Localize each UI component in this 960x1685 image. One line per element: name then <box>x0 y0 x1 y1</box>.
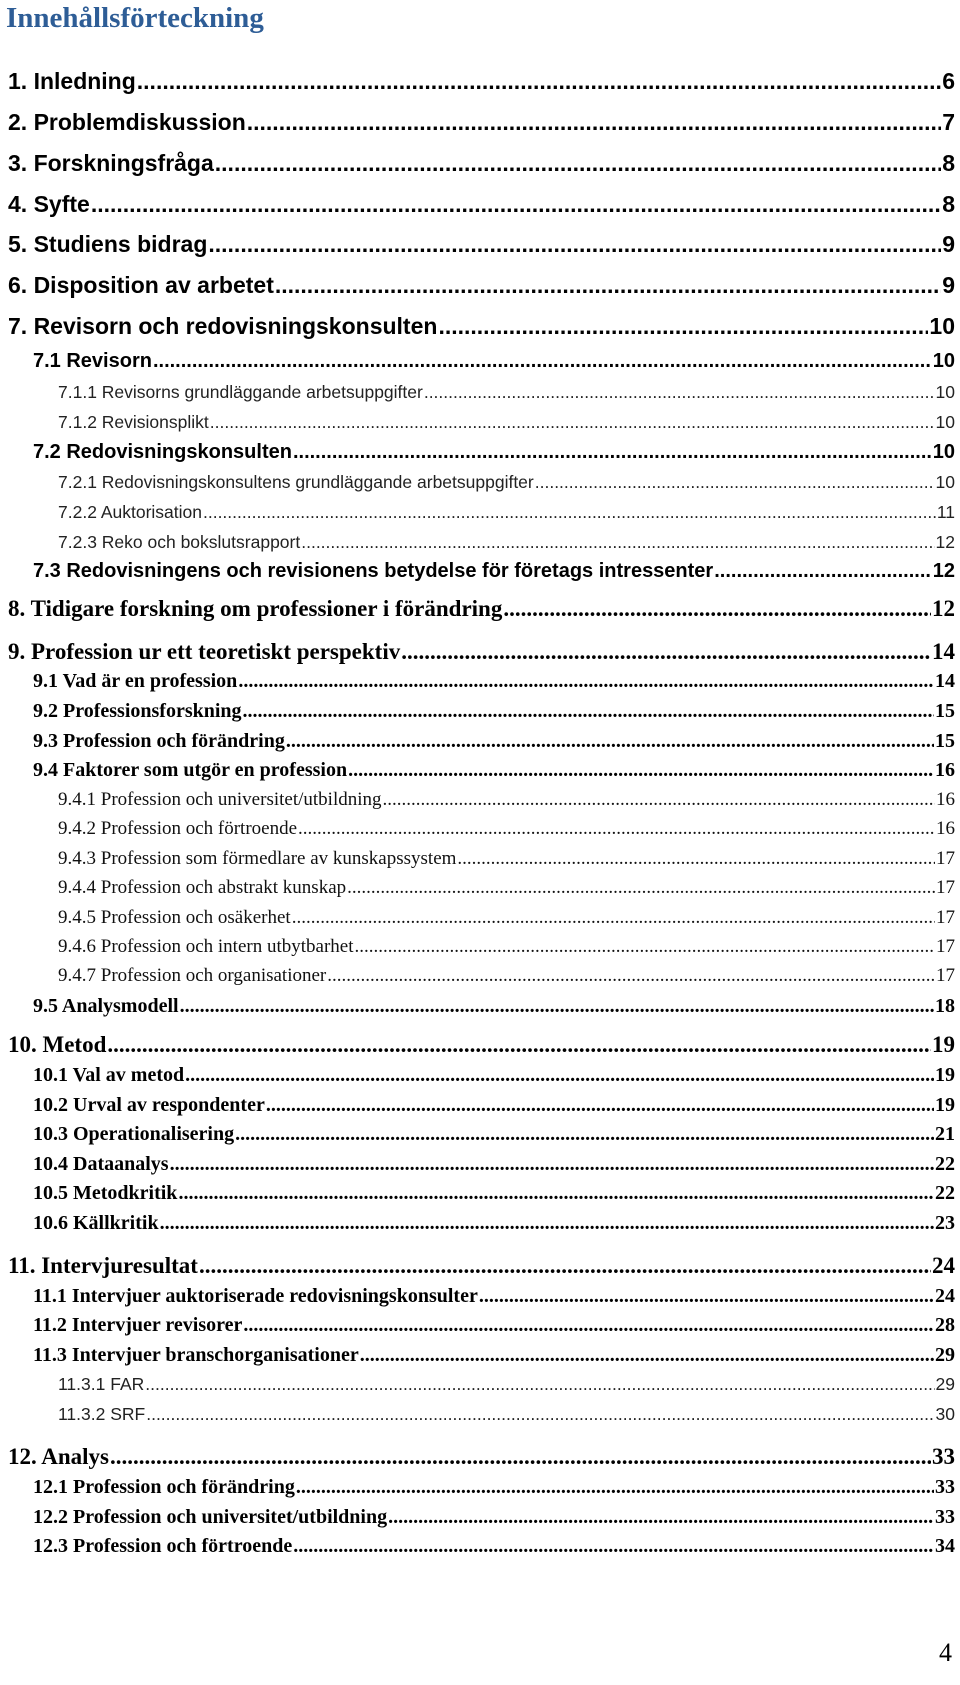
page-number: 4 <box>939 1638 952 1667</box>
toc-entry[interactable]: 6. Disposition av arbetet ..... 9 <box>8 272 955 299</box>
toc-entry[interactable]: 10. Metod ..... 19 <box>8 1032 955 1058</box>
toc-entry[interactable]: 11.3 Intervjuer branschorganisationer ..... 29 <box>33 1344 955 1367</box>
toc-entry[interactable]: 7.3 Redovisningens och revisionens betydelse för företags intressenter ..... 12 <box>33 560 955 583</box>
toc-entry[interactable]: 9. Profession ur ett teoretiskt perspektiv ..... 14 <box>8 639 955 665</box>
toc-entry[interactable]: 10.4 Dataanalys ..... 22 <box>33 1153 955 1176</box>
toc-entry[interactable]: 10.3 Operationalisering ..... 21 <box>33 1123 955 1146</box>
toc-entry[interactable]: 1. Inledning ..... 6 <box>8 68 955 95</box>
toc-heading: Innehållsförteckning <box>6 2 264 34</box>
toc-entry[interactable]: 10.6 Källkritik ..... 23 <box>33 1212 955 1235</box>
toc-entry[interactable]: 4. Syfte ..... 8 <box>8 191 955 218</box>
toc-entry[interactable]: 7. Revisorn och redovisningskonsulten ..... 10 <box>8 313 955 340</box>
toc-entry[interactable]: 11.2 Intervjuer revisorer ..... 28 <box>33 1314 955 1337</box>
toc-entry[interactable]: 11. Intervjuresultat ..... 24 <box>8 1253 955 1279</box>
toc-entry[interactable]: 9.4.5 Profession och osäkerhet ..... 17 <box>58 907 955 929</box>
toc-entry[interactable]: 5. Studiens bidrag ..... 9 <box>8 231 955 258</box>
toc-entry[interactable]: 9.4.3 Profession som förmedlare av kunskapssystem ..... 17 <box>58 848 955 870</box>
toc-entry[interactable]: 12.3 Profession och förtroende ..... 34 <box>33 1535 955 1558</box>
toc-entry[interactable]: 9.1 Vad är en profession ..... 14 <box>33 670 955 693</box>
toc-entry[interactable]: 9.4.4 Profession och abstrakt kunskap ..... 17 <box>58 877 955 899</box>
toc-entry[interactable]: 9.4.1 Profession och universitet/utbildning ..... 16 <box>58 789 955 811</box>
toc-entry[interactable]: 7.1.1 Revisorns grundläggande arbetsuppgifter ..... 10 <box>58 382 955 403</box>
toc-entry[interactable]: 7.1.2 Revisionsplikt ..... 10 <box>58 412 955 433</box>
toc-entry[interactable]: 9.4 Faktorer som utgör en profession ..... 16 <box>33 759 955 782</box>
toc-entry[interactable]: 11.1 Intervjuer auktoriserade redovisningskonsulter ..... 24 <box>33 1285 955 1308</box>
toc-entry[interactable]: 9.4.6 Profession och intern utbytbarhet ..... 17 <box>58 936 955 958</box>
toc-entry[interactable]: 2. Problemdiskussion ..... 7 <box>8 109 955 136</box>
toc-entry[interactable]: 9.3 Profession och förändring ..... 15 <box>33 730 955 753</box>
toc-entry[interactable]: 11.3.2 SRF ..... 30 <box>58 1404 955 1425</box>
toc-entry[interactable]: 9.2 Professionsforskning ..... 15 <box>33 700 955 723</box>
toc-entry[interactable]: 9.5 Analysmodell ..... 18 <box>33 995 955 1018</box>
toc-entry[interactable]: 10.5 Metodkritik ..... 22 <box>33 1182 955 1205</box>
toc-entry[interactable]: 7.2.2 Auktorisation ..... 11 <box>58 502 955 523</box>
toc-entry[interactable]: 11.3.1 FAR ..... 29 <box>58 1374 955 1395</box>
toc-entry[interactable]: 12.2 Profession och universitet/utbildning ..... 33 <box>33 1506 955 1529</box>
toc-entry[interactable]: 7.1 Revisorn ..... 10 <box>33 350 955 373</box>
toc-entry[interactable]: 10.2 Urval av respondenter ..... 19 <box>33 1094 955 1117</box>
toc-entry[interactable]: 7.2.1 Redovisningskonsultens grundläggande arbetsuppgifter ..... 10 <box>58 472 955 493</box>
toc-entry[interactable]: 7.2.3 Reko och bokslutsrapport ..... 12 <box>58 532 955 553</box>
toc-entry[interactable]: 7.2 Redovisningskonsulten ..... 10 <box>33 441 955 464</box>
toc-entry[interactable]: 12. Analys ..... 33 <box>8 1444 955 1470</box>
toc-entry[interactable]: 3. Forskningsfråga ..... 8 <box>8 150 955 177</box>
toc-entry[interactable]: 12.1 Profession och förändring ..... 33 <box>33 1476 955 1499</box>
toc-entry[interactable]: 9.4.2 Profession och förtroende ..... 16 <box>58 818 955 840</box>
toc-entry[interactable]: 10.1 Val av metod ..... 19 <box>33 1064 955 1087</box>
toc-entry[interactable]: 8. Tidigare forskning om professioner i förändring ..... 12 <box>8 596 955 622</box>
toc-entry[interactable]: 9.4.7 Profession och organisationer ..... 17 <box>58 965 955 987</box>
